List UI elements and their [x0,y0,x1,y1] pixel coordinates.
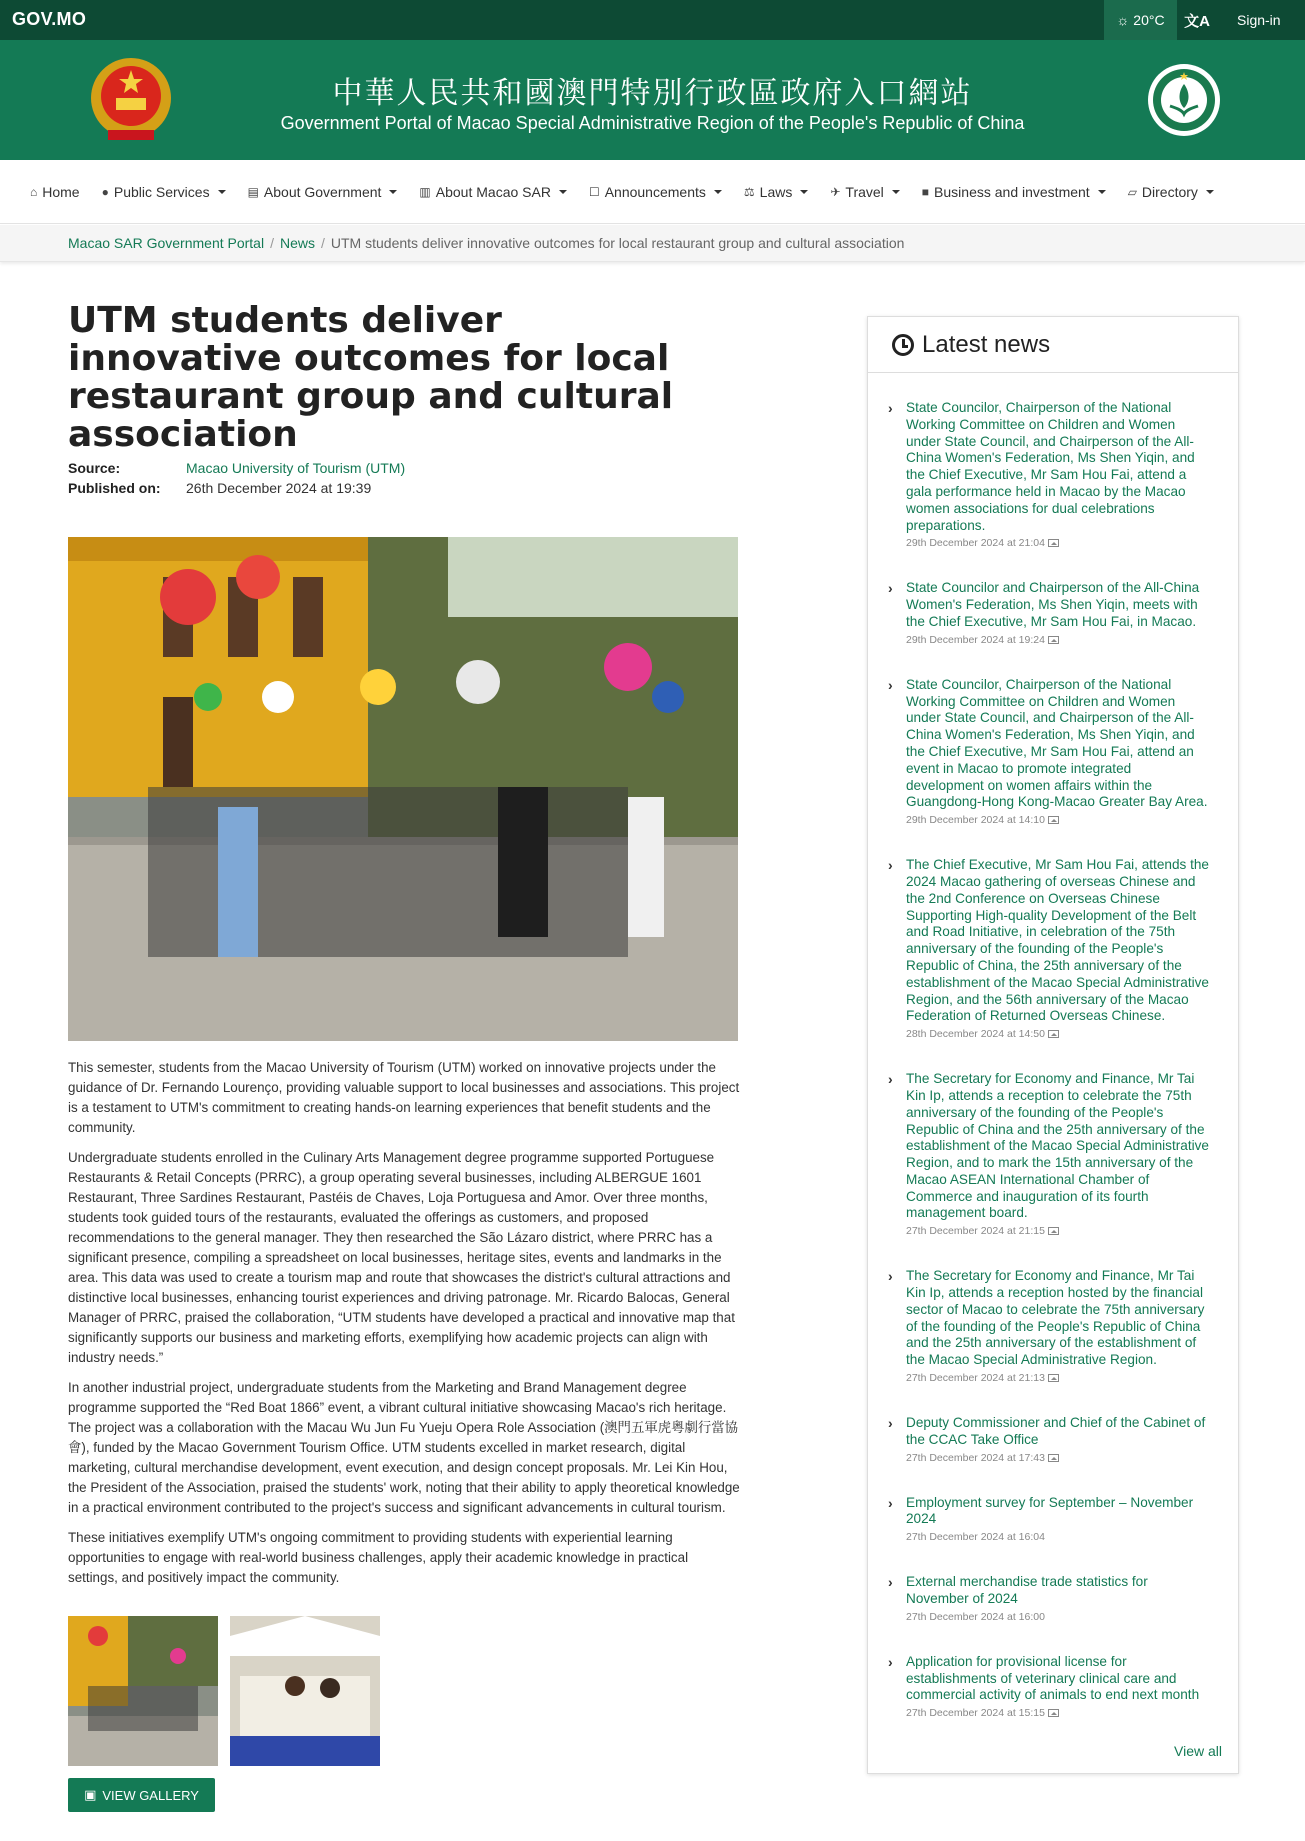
breadcrumb-news[interactable]: News [279,235,315,251]
news-date: 28th December 2024 at 14:50 [906,1028,1210,1040]
news-item[interactable] [888,1574,1218,1623]
news-item[interactable] [888,857,1218,1040]
news-title-link[interactable]: External merchandise trade statistics for November of 2024 [906,1574,1148,1607]
image-icon [1048,1030,1059,1038]
news-date: 27th December 2024 at 16:04 [906,1531,1045,1544]
news-title-link[interactable]: Employment survey for September – November 2024 [906,1494,1194,1527]
image-icon [1048,539,1059,547]
image-icon [1048,1454,1059,1462]
latest-news-heading: Latest news [868,317,1238,373]
nav-announcements[interactable]: ☐ Announcements [589,184,722,200]
breadcrumb-separator: / [270,235,274,251]
image-icon [1048,816,1059,824]
chevron-right-icon: › [888,857,893,874]
caret-down-icon [218,190,226,194]
chevron-right-icon: › [888,1415,893,1432]
gallery-thumbnail[interactable] [68,1616,218,1766]
nav-travel[interactable]: ✈ Travel [830,184,899,200]
notice-icon: ☐ [588,184,600,199]
chevron-right-icon: › [888,1268,893,1285]
document-icon: ▤ [247,184,259,199]
caret-down-icon [389,190,397,194]
nav-about-government[interactable]: ▤ About Government [248,184,398,200]
briefcase-icon: ■ [921,184,930,199]
news-item[interactable] [888,580,1218,645]
breadcrumb-portal[interactable]: Macao SAR Government Portal [68,235,265,251]
chevron-right-icon: › [888,1574,893,1591]
map-icon: ▥ [419,184,431,199]
news-title-link[interactable]: The Chief Executive, Mr Sam Hou Fai, attends the 2024 Macao gathering of overseas Chinese and the 2nd Conference on Overseas Chinese Supporting High-quality Development of the Belt and Road Initiative, in celebration of the 75th anniversary of the founding of the People's Republic of China, the 25th anniversary of the establishment of the Macao Special Administrative Region, and the 56th anniversary of the Macao Federation of Returned Overseas Chinese. [906,857,1209,1024]
caret-down-icon [714,190,722,194]
news-title-link[interactable]: The Secretary for Economy and Finance, Mr Tai Kin Ip, attends a reception hosted by the financial sector of Macao to celebrate the 75th anniversary of the founding of the People's Republic of China and the 25th anniversary of the establishment of the Macao Special Administrative Region. [906,1268,1205,1368]
news-title-link[interactable]: Deputy Commissioner and Chief of the Cabinet of the CCAC Take Office [906,1415,1206,1447]
nav-public-services[interactable]: ● Public Services [102,184,226,200]
gov-mo-logo[interactable]: GOV.MO [12,9,87,29]
caret-down-icon [1098,190,1106,194]
news-date: 29th December 2024 at 14:10 [906,814,1210,826]
sun-icon: ☼ [1116,12,1130,28]
article-title: UTM students deliver innovative outcomes for local restaurant group and cultural association [68,300,674,455]
chevron-right-icon: › [888,1071,893,1088]
news-item[interactable] [888,677,1218,826]
image-icon [1048,1227,1059,1235]
image-icon: ▣ [84,1787,97,1802]
caret-down-icon [892,190,900,194]
published-date: 26th December 2024 at 19:39 [186,480,372,496]
news-item[interactable] [888,1415,1218,1464]
site-header [0,40,1305,160]
main-navigation [0,160,1305,224]
source-label: Source: [68,460,121,476]
temperature: 20°C [1133,12,1165,28]
macao-emblem-icon[interactable] [1146,62,1222,138]
news-item[interactable] [888,400,1218,549]
nav-business[interactable]: ■ Business and investment [922,184,1106,200]
top-bar [0,0,1305,40]
sign-in-link[interactable]: Sign-in [1237,12,1281,28]
chevron-right-icon: › [888,676,893,693]
news-date: 29th December 2024 at 19:24 [906,634,1210,646]
news-title-link[interactable]: State Councilor, Chairperson of the National Working Committee on Children and Women under State Council, and Chairperson of the All-China Women's Federation, Ms Shen Yiqin, and the Chief Executive, Mr Sam Hou Fai, attend a gala performance held in Macao by the Macao women associations for dual celebrations preparations. [906,400,1195,533]
article-meta [68,458,405,498]
article-paragraph: These initiatives exemplify UTM's ongoing commitment to providing students with experiential learning opportunities to engage with real-world business challenges, apply their academic knowledge in practical settings, and positively impact the community. [68,1530,689,1585]
weather-widget[interactable] [1104,0,1177,40]
gallery-thumbnail[interactable] [230,1616,380,1766]
view-gallery-button[interactable]: ▣ VIEW GALLERY [68,1778,215,1812]
caret-down-icon [1206,190,1214,194]
news-title-link[interactable]: The Secretary for Economy and Finance, Mr Tai Kin Ip, attends a reception to celebrate the 75th anniversary of the founding of the People's Republic of China and the 25th anniversary of the establishment of the Macao Special Administrative Region, and to mark the 15th anniversary of the Macao ASEAN International Chamber of Commerce and inauguration of its fourth management board. [906,1071,1209,1221]
published-label: Published on: [68,480,161,496]
news-title-link[interactable]: Application for provisional license for establishments of veterinary clinical care and commercial activity of animals to end next month [906,1653,1200,1703]
nav-directory[interactable]: ▱ Directory [1128,184,1214,200]
article-paragraph: In another industrial project, undergraduate students from the Marketing and Brand Management degree programme supported the “Red Boat 1866” event, a vibrant cultural initiative showcasing Macao's rich heritage. The project was a collaboration with the Macau Wu Jun Fu Yueju Opera Role Association (澳門五軍虎粵劇行當協會), funded by the Macao Government Tourism Office. UTM students excelled in market research, digital marketing, cultural merchandise development, event execution, and design concept proposals. Mr. Lei Kin Hou, the President of the Association, praised the students' work, noting that their ability to apply theoretical knowledge in a practical environment contributed to the project's success and significant advancements in cultural tourism. [68,1380,740,1515]
image-icon [1048,1374,1059,1382]
chevron-right-icon: › [888,1653,893,1670]
article-body [68,1058,740,1598]
view-all-news-link[interactable]: View all [1174,1743,1222,1759]
breadcrumb-current: UTM students deliver innovative outcomes for local restaurant group and cultural association [330,235,905,251]
chevron-right-icon: › [888,400,893,416]
news-date: 29th December 2024 at 21:04 [906,537,1210,549]
article-main-photo[interactable] [68,537,738,1041]
clock-icon [892,334,914,356]
news-item[interactable] [888,1268,1218,1384]
source-link[interactable]: Macao University of Tourism (UTM) [186,460,406,476]
breadcrumb [0,225,1305,262]
latest-news-list [868,373,1238,1719]
translate-icon[interactable]: 文A [1184,12,1210,30]
article-paragraph: This semester, students from the Macao University of Tourism (UTM) worked on innovative projects under the guidance of Dr. Fernando Lourenço, providing valuable support to local businesses and associations. This project is a testament to UTM's commitment to creating hands-on learning experiences that benefit students and the community. [68,1060,740,1135]
nav-home[interactable]: ⌂ Home [30,183,80,200]
caret-down-icon [800,190,808,194]
news-title-link[interactable]: State Councilor and Chairperson of the All-China Women's Federation, Ms Shen Yiqin, meets with the Chief Executive, Mr Sam Hou Fai, in Macao. [906,580,1200,629]
portal-title-english: Government Portal of Macao Special Administrative Region of the People's Republic of China [280,113,1025,133]
article-paragraph: Undergraduate students enrolled in the Culinary Arts Management degree programme supported Portuguese Restaurants & Retail Concepts (PRRC), a group operating several businesses, including ALBERGUE 1601 Restaurant, Three Sardines Restaurant, Pastéis de Chaves, Loja Portuguesa and Amor. Over three months, students took guided tours of the restaurants, evaluated the offerings as customers, and proposed recommendations to the general manager. They then researched the São Lázaro district, where PRRC has a significant presence, compiling a spreadsheet on local businesses, heritage sites, events and landmarks in the area. This data was used to create a tourism map and route that showcases the district's cultural attractions and distinctive local businesses, enhancing tourist experiences and driving patronage. Mr. Ricardo Balocas, General Manager of PRRC, praised the collaboration, “UTM students have developed a practical and innovative map that significantly supports our business and marketing efforts, exemplifying how academic projects can align with industry needs.” [68,1150,735,1365]
news-title-link[interactable]: State Councilor, Chairperson of the National Working Committee on Children and Women under State Council, and Chairperson of the All-China Women's Federation, Ms Shen Yiqin, and the Chief Executive, Mr Sam Hou Fai, attend an event in Macao to promote integrated development on women affairs within the Guangdong-Hong Kong-Macao Greater Bay Area. [906,676,1208,810]
info-icon: ● [101,184,109,199]
news-date: 27th December 2024 at 21:15 [906,1225,1210,1237]
plane-icon: ✈ [830,184,841,199]
news-item[interactable] [888,1071,1218,1237]
news-date: 27th December 2024 at 16:00 [906,1610,1045,1623]
nav-about-macao[interactable]: ▥ About Macao SAR [419,184,567,200]
chevron-right-icon: › [888,1494,893,1511]
nav-laws[interactable]: ⚖ Laws [744,184,808,200]
latest-news-panel [867,316,1239,1774]
scale-icon: ⚖ [743,184,755,199]
news-item[interactable] [888,1495,1218,1544]
news-date: 27th December 2024 at 15:15 [906,1707,1210,1719]
image-icon [1048,636,1059,644]
folder-icon: ▱ [1127,184,1137,199]
news-date: 27th December 2024 at 21:13 [906,1372,1210,1384]
breadcrumb-separator: / [321,235,325,251]
news-date: 27th December 2024 at 17:43 [906,1452,1210,1464]
image-icon [1048,1709,1059,1717]
chevron-right-icon: › [888,580,893,597]
home-icon: ⌂ [30,184,38,199]
caret-down-icon [559,190,567,194]
portal-title-chinese: 中華人民共和國澳門特別行政區政府入口網站 [332,77,973,110]
news-item[interactable] [888,1654,1218,1719]
